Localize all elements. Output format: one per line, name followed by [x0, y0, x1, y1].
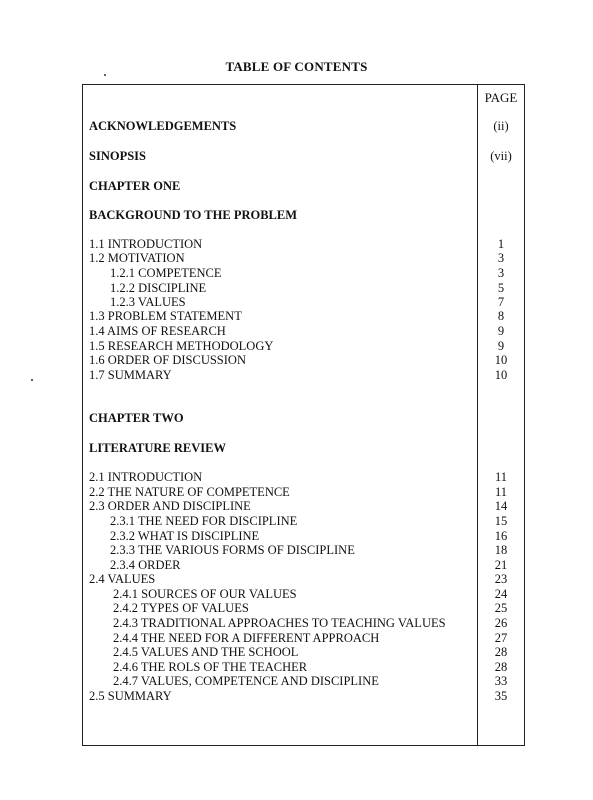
toc-entry-page: 11 [494, 470, 508, 484]
toc-entry [0, 323, 593, 339]
toc-heading [0, 148, 593, 164]
toc-entry-title: 2.4.1 SOURCES OF OUR VALUES [113, 587, 297, 601]
toc-entry-title: 2.4.7 VALUES, COMPETENCE AND DISCIPLINE [113, 674, 379, 688]
toc-entry [0, 469, 593, 485]
toc-entry-page: 18 [494, 543, 508, 557]
toc-entry [0, 615, 593, 631]
toc-entry [0, 644, 593, 660]
toc-entry-page: 7 [497, 295, 505, 309]
toc-heading [0, 207, 593, 223]
toc-entry [0, 352, 593, 368]
toc-entry-page: 35 [494, 689, 508, 703]
toc-entry [0, 308, 593, 324]
toc-entry-page: 28 [494, 660, 508, 674]
toc-entry-page: 11 [494, 485, 508, 499]
toc-entry-page: 10 [494, 368, 508, 382]
toc-entry-page: 27 [494, 631, 508, 645]
toc-entry [0, 265, 593, 281]
toc-entry-page: 9 [497, 339, 505, 353]
toc-entry-page: 3 [497, 266, 505, 280]
toc-entry-title: 2.4.2 TYPES OF VALUES [113, 601, 249, 615]
page-title: TABLE OF CONTENTS [225, 59, 368, 74]
toc-entry-page: 15 [494, 514, 508, 528]
toc-entry-title: 2.4.5 VALUES AND THE SCHOOL [113, 645, 299, 659]
toc-entry-title: 2.3.1 THE NEED FOR DISCIPLINE [110, 514, 298, 528]
toc-entry [0, 367, 593, 383]
toc-entry [0, 250, 593, 266]
toc-heading [0, 178, 593, 194]
toc-entry-page: 26 [494, 616, 508, 630]
toc-entry-title: 2.4 VALUES [89, 572, 156, 586]
toc-entry-title: 2.1 INTRODUCTION [89, 470, 203, 484]
toc-entry-title: 1.4 AIMS OF RESEARCH [89, 324, 226, 338]
toc-entry-page: 8 [497, 309, 505, 323]
toc-entry-title: 2.3 ORDER AND DISCIPLINE [89, 499, 251, 513]
toc-entry-title: 2.3.2 WHAT IS DISCIPLINE [110, 529, 260, 543]
toc-entry-title: BACKGROUND TO THE PROBLEM [89, 208, 298, 222]
toc-entry-page: 16 [494, 529, 508, 543]
toc-entry [0, 498, 593, 514]
toc-entry-title: CHAPTER TWO [89, 411, 184, 425]
page-column-header: PAGE [484, 90, 518, 105]
toc-entry-title: 1.2 MOTIVATION [89, 251, 185, 265]
toc-entry-page: 9 [497, 324, 505, 338]
toc-entry-page: 14 [494, 499, 508, 513]
toc-entry-title: 1.1 INTRODUCTION [89, 237, 203, 251]
toc-entry [0, 542, 593, 558]
toc-entry-title: 2.4.4 THE NEED FOR A DIFFERENT APPROACH [113, 631, 380, 645]
toc-entry-title: 2.2 THE NATURE OF COMPETENCE [89, 485, 290, 499]
toc-entry-title: ACKNOWLEDGEMENTS [89, 119, 237, 133]
toc-entry-page: 28 [494, 645, 508, 659]
toc-entry [0, 513, 593, 529]
toc-entry-title: 1.5 RESEARCH METHODOLOGY [89, 339, 274, 353]
toc-entry-title: 1.2.3 VALUES [110, 295, 186, 309]
toc-entry-page: 3 [497, 251, 505, 265]
toc-heading [0, 410, 593, 426]
toc-entry-title: 1.3 PROBLEM STATEMENT [89, 309, 242, 323]
toc-entry [0, 673, 593, 689]
toc-entry-page: 23 [494, 572, 508, 586]
toc-entry-page: 5 [497, 281, 505, 295]
scan-speck [104, 74, 106, 76]
toc-entry-title: 2.3.3 THE VARIOUS FORMS OF DISCIPLINE [110, 543, 355, 557]
toc-entry-title: 2.4.6 THE ROLS OF THE TEACHER [113, 660, 308, 674]
toc-entry-page: 21 [494, 558, 508, 572]
toc-entry [0, 688, 593, 704]
toc-entry-page: 24 [494, 587, 508, 601]
toc-entry-page: (ii) [493, 119, 509, 133]
toc-entry [0, 571, 593, 587]
toc-entry-title: 1.7 SUMMARY [89, 368, 172, 382]
toc-entry-title: 2.5 SUMMARY [89, 689, 172, 703]
toc-entry [0, 600, 593, 616]
toc-entry-title: CHAPTER ONE [89, 179, 181, 193]
scan-speck [31, 379, 33, 381]
toc-entry-title: 1.2.1 COMPETENCE [110, 266, 222, 280]
toc-heading [0, 118, 593, 134]
toc-heading [0, 440, 593, 456]
toc-entry-page: 10 [494, 353, 508, 367]
toc-entry-title: 1.2.2 DISCIPLINE [110, 281, 207, 295]
toc-entry-page: 33 [494, 674, 508, 688]
toc-entry-title: SINOPSIS [89, 149, 146, 163]
toc-entry-page: 1 [497, 237, 505, 251]
toc-entry-page: (vii) [490, 149, 512, 163]
toc-entry-title: 2.3.4 ORDER [110, 558, 181, 572]
toc-entry-title: 2.4.3 TRADITIONAL APPROACHES TO TEACHING VALUES [113, 616, 446, 630]
toc-entry-page: 25 [494, 601, 508, 615]
toc-entry-title: LITERATURE REVIEW [89, 441, 226, 455]
toc-entry-title: 1.6 ORDER OF DISCUSSION [89, 353, 246, 367]
